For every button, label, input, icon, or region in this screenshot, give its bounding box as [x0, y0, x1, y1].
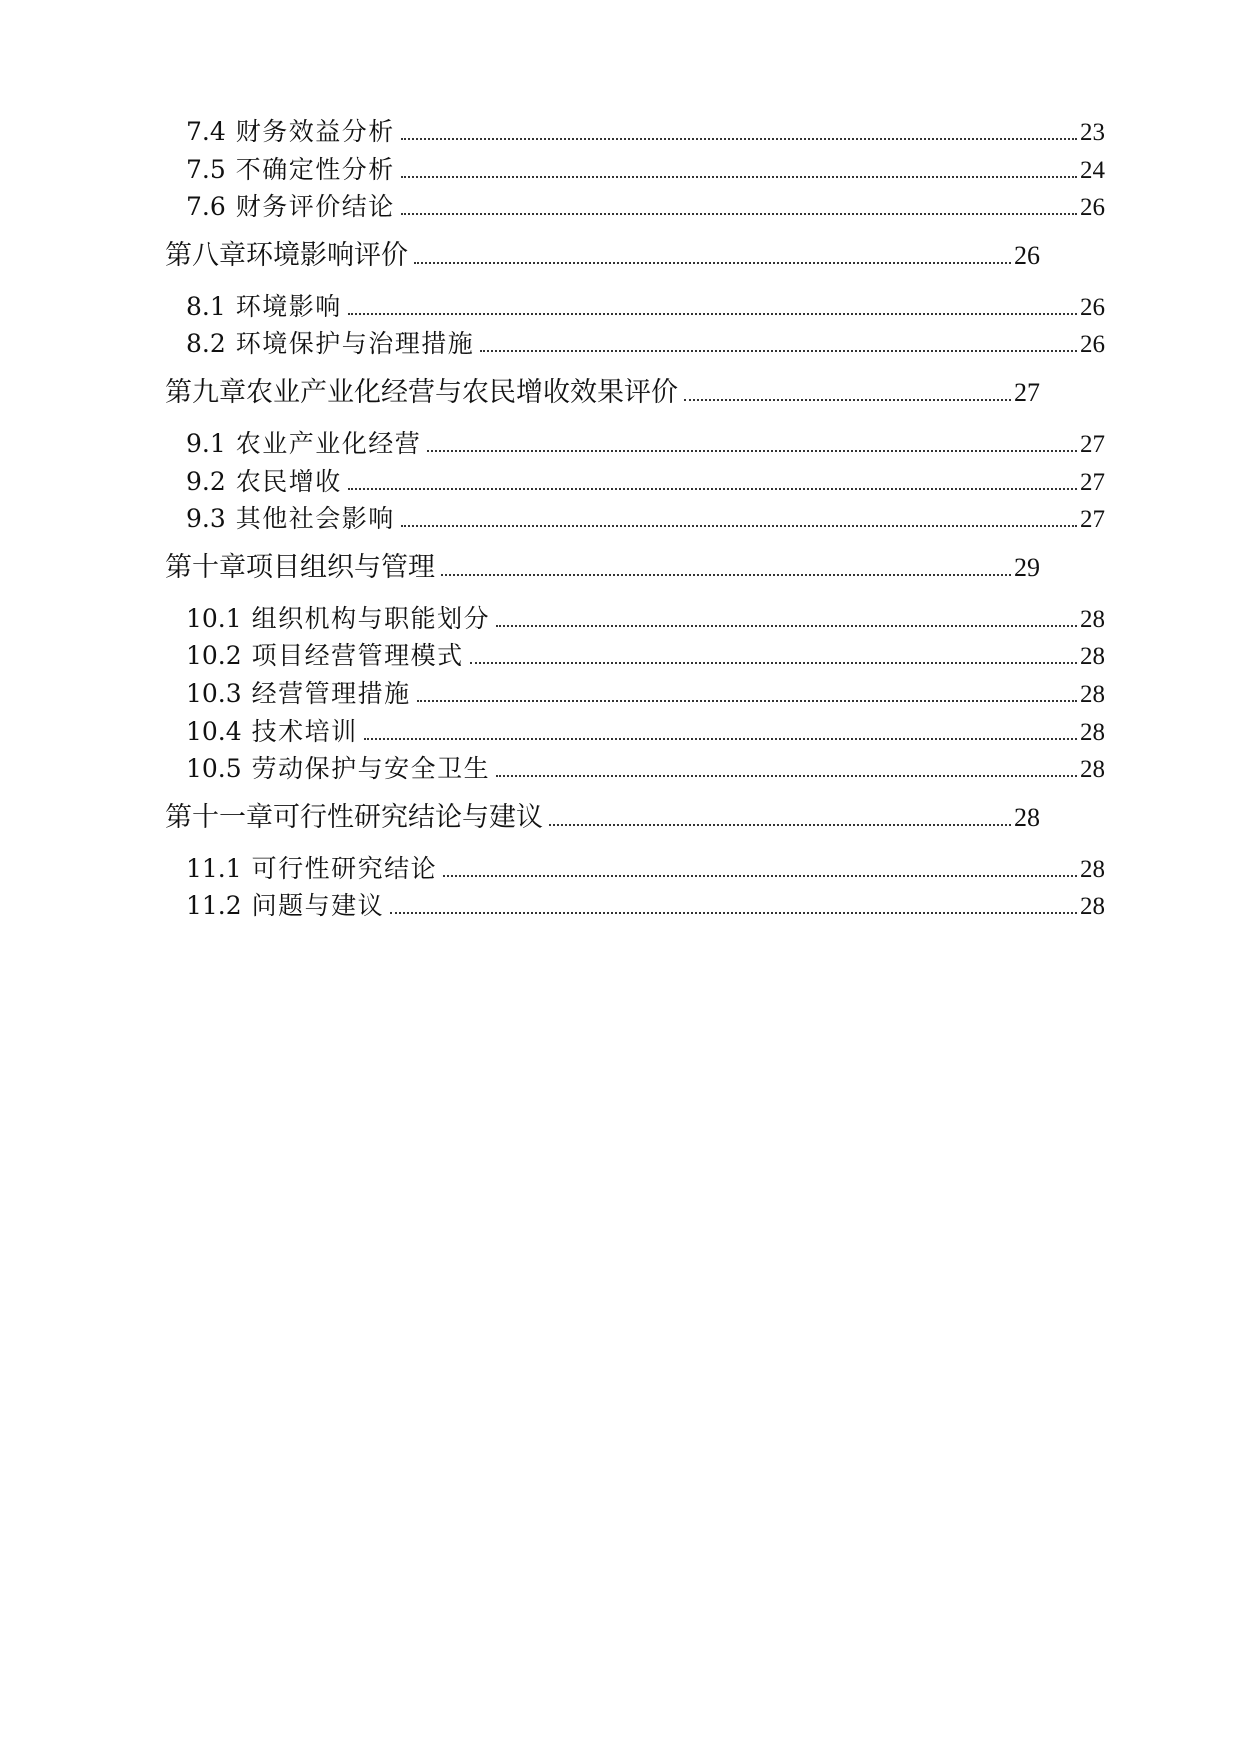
toc-page-number: 27 [1080, 468, 1105, 496]
toc-page-number: 29 [1014, 552, 1040, 582]
toc-section-entry[interactable] [186, 324, 1105, 362]
toc-dot-leader [441, 574, 1011, 576]
toc-page-number: 28 [1014, 802, 1040, 832]
toc-entry-title: 环境保护与治理措施 [235, 329, 475, 359]
table-of-contents [0, 112, 1241, 924]
toc-entry-title: 第八章环境影响评价 [165, 239, 408, 271]
toc-dot-leader [496, 775, 1077, 777]
toc-page-number: 27 [1080, 430, 1105, 458]
toc-section-entry[interactable] [186, 599, 1105, 637]
toc-dot-leader [443, 875, 1077, 877]
toc-entry-title: 问题与建议 [251, 891, 385, 921]
toc-page-number: 28 [1080, 605, 1105, 633]
toc-entry-title: 第十章项目组织与管理 [165, 551, 435, 583]
toc-dot-leader [417, 700, 1077, 702]
toc-entry-title: 财务评价结论 [235, 192, 395, 222]
toc-entry-title: 农业产业化经营 [235, 428, 422, 458]
toc-entry-number: 8.2 [186, 329, 226, 359]
toc-entry-title: 劳动保护与安全卫生 [251, 754, 491, 784]
toc-entry-number: 8.1 [186, 291, 226, 321]
toc-dot-leader [401, 525, 1077, 527]
toc-entry-title: 不确定性分析 [235, 154, 395, 184]
toc-dot-leader [348, 313, 1077, 315]
toc-entry-number: 10.4 [186, 716, 242, 746]
toc-page-number: 28 [1080, 680, 1105, 708]
toc-page-number: 28 [1080, 893, 1105, 921]
toc-page-number: 27 [1080, 506, 1105, 534]
toc-section-entry[interactable] [186, 462, 1105, 500]
toc-entry-title: 组织机构与职能划分 [251, 603, 491, 633]
toc-dot-leader [401, 176, 1077, 178]
toc-dot-leader [496, 625, 1077, 627]
toc-section-entry[interactable] [186, 636, 1105, 674]
toc-entry-title: 其他社会影响 [235, 504, 395, 534]
toc-page-number: 28 [1080, 643, 1105, 671]
toc-entry-title: 经营管理措施 [251, 678, 411, 708]
toc-entry-number: 10.2 [186, 641, 242, 671]
toc-section-entry[interactable] [186, 849, 1105, 887]
toc-section-entry[interactable] [186, 424, 1105, 462]
toc-entry-number: 9.1 [186, 428, 226, 458]
toc-entry-number: 11.2 [186, 891, 242, 921]
toc-dot-leader [480, 350, 1077, 352]
toc-section-entry[interactable] [186, 187, 1105, 225]
toc-entry-title: 可行性研究结论 [251, 853, 438, 883]
toc-chapter-entry[interactable] [165, 370, 1040, 414]
toc-page-number: 23 [1080, 119, 1105, 146]
toc-entry-title: 项目经营管理模式 [251, 641, 464, 671]
toc-entry-number: 10.3 [186, 678, 242, 708]
toc-section-entry[interactable] [186, 287, 1105, 325]
toc-section-entry[interactable] [186, 712, 1105, 750]
toc-entry-number: 7.4 [186, 117, 226, 146]
toc-entry-title: 第九章农业产业化经营与农民增收效果评价 [165, 376, 678, 408]
toc-page-number: 28 [1080, 855, 1105, 883]
toc-entry-title: 环境影响 [235, 291, 342, 321]
toc-dot-leader [427, 450, 1077, 452]
toc-section-entry[interactable] [186, 886, 1105, 924]
toc-dot-leader [348, 488, 1077, 490]
toc-entry-number: 10.1 [186, 603, 242, 633]
toc-entry-number: 9.2 [186, 466, 226, 496]
toc-page-number: 26 [1014, 240, 1040, 270]
toc-dot-leader [549, 824, 1011, 826]
toc-dot-leader [364, 738, 1077, 740]
toc-entry-number: 7.6 [186, 192, 226, 222]
toc-entry-title: 技术培训 [251, 716, 358, 746]
toc-dot-leader [684, 399, 1011, 401]
toc-section-entry[interactable] [186, 674, 1105, 712]
toc-dot-leader [414, 262, 1011, 264]
toc-page-number: 26 [1080, 194, 1105, 222]
toc-entry-number: 10.5 [186, 754, 242, 784]
toc-dot-leader [401, 138, 1077, 140]
toc-dot-leader [390, 912, 1077, 914]
toc-page-number: 26 [1080, 293, 1105, 321]
toc-page-number: 28 [1080, 756, 1105, 784]
toc-entry-title: 第十一章可行性研究结论与建议 [165, 801, 543, 833]
toc-entry-number: 9.3 [186, 504, 226, 534]
toc-entry-number: 7.5 [186, 154, 226, 184]
toc-page-number: 28 [1080, 718, 1105, 746]
toc-entry-title: 财务效益分析 [235, 117, 395, 146]
toc-page-number: 26 [1080, 331, 1105, 359]
toc-chapter-entry[interactable] [165, 545, 1040, 589]
toc-chapter-entry[interactable] [165, 233, 1040, 277]
toc-entry-title: 农民增收 [235, 466, 342, 496]
toc-chapter-entry[interactable] [165, 795, 1040, 839]
toc-section-entry[interactable] [186, 749, 1105, 787]
toc-section-entry[interactable] [186, 112, 1105, 150]
toc-entry-number: 11.1 [186, 853, 242, 883]
toc-page-number: 27 [1014, 377, 1040, 407]
toc-section-entry[interactable] [186, 150, 1105, 188]
toc-section-entry[interactable] [186, 499, 1105, 537]
toc-page-number: 24 [1080, 156, 1105, 184]
toc-dot-leader [470, 662, 1077, 664]
toc-dot-leader [401, 213, 1077, 215]
